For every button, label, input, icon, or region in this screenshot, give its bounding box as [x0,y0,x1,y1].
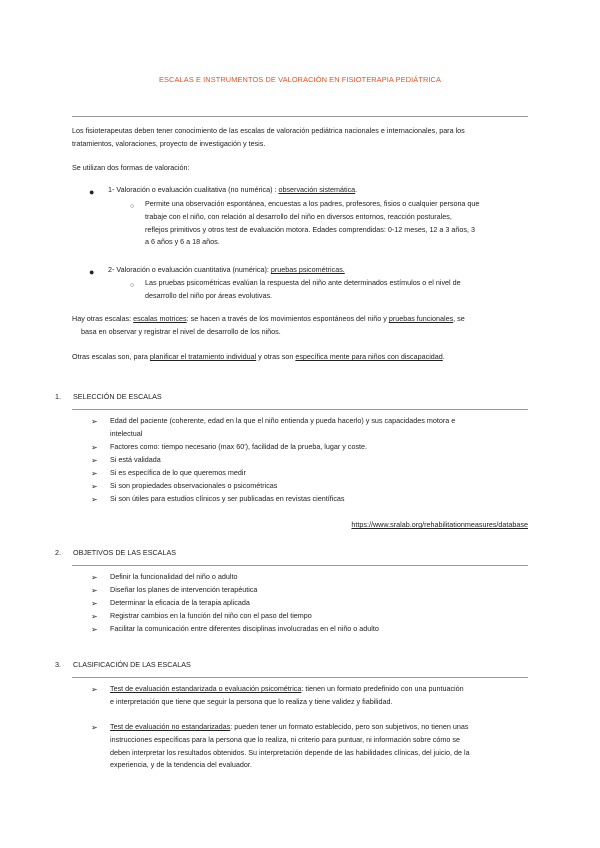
document-title: ESCALAS E INSTRUMENTOS DE VALORACIÓN EN FISIOTERAPIA PEDIÁTRICA [159,75,441,84]
form-1-heading: 1- Valoración o evaluación cualitativa (no numérica) : observación sistemática. [108,185,358,194]
arrow-bullet-icon: ➢ [91,495,98,504]
sub-bullet-icon: ○ [130,203,135,210]
list-item: Definir la funcionalidad del niño o adulto [110,572,238,581]
divider [72,677,528,678]
arrow-bullet-icon: ➢ [91,482,98,491]
bullet-icon: ● [89,187,95,197]
list-item: Test de evaluación estandarizada o evaluación psicométrica: tienen un formato predefinido con una puntuación e interpretación que tiene que seguir la persona que lo realiza y tiene validez y fiabilidad. [110,684,464,706]
forms-intro: Se utilizan dos formas de valoración: [72,163,190,172]
section-3-title: 3. CLASIFICACIÓN DE LAS ESCALAS [55,660,191,669]
list-item: Si es específica de lo que queremos medir [110,468,246,477]
list-item: Edad del paciente (coherente, edad en la que el niño entienda y pueda hacerlo) y sus capacidades motora e intelectual [110,416,456,438]
arrow-bullet-icon: ➢ [91,625,98,634]
list-item: Facilitar la comunicación entre diferentes disciplinas involucradas en el niño o adulto [110,624,379,633]
sub-bullet-icon: ○ [130,282,135,289]
arrow-bullet-icon: ➢ [91,469,98,478]
arrow-bullet-icon: ➢ [91,443,98,452]
list-item: Factores como: tiempo necesario (max 60'), facilidad de la prueba, lugar y coste. [110,442,368,451]
intro-line-1: Los fisioterapeutas deben tener conocimiento de las escalas de valoración pediátrica nacionales e internacionales, para los [72,126,465,135]
list-item: Determinar la eficacia de la terapia aplicada [110,598,250,607]
form-2-description: Las pruebas psicométricas evalúan la respuesta del niño ante determinados estímulos o el nivel de desarrollo del niño por áreas evolutivas. [145,278,461,300]
divider [72,409,528,410]
arrow-bullet-icon: ➢ [91,586,98,595]
divider [72,565,528,566]
arrow-bullet-icon: ➢ [91,685,98,694]
list-item: Si son útiles para estudios clínicos y ser publicadas en revistas científicas [110,494,345,503]
list-item: Si está validada [110,455,161,464]
list-item: Diseñar los planes de intervención terapéutica [110,585,258,594]
list-item: Registrar cambios en la función del niño con el paso del tiempo [110,611,312,620]
arrow-bullet-icon: ➢ [91,599,98,608]
section-2-title: 2. OBJETIVOS DE LAS ESCALAS [55,548,177,557]
form-1-description: Permite una observación espontánea, encuestas a los padres, profesores, fisios o cualquier persona que trabaje con el niño, con relación al desarrollo del niño en diversos entornos, reacción posturales, reflejos primitivos y otros test de evaluación motora. Edades comprendidas: 0-12 meses, 12 a 3 años, 3 a 6 años y 6 a 18 años. [145,199,480,247]
database-link[interactable]: https://www.sralab.org/rehabilitationmeasures/database [351,520,528,529]
arrow-bullet-icon: ➢ [91,573,98,582]
arrow-bullet-icon: ➢ [91,417,98,426]
bullet-icon: ● [89,267,95,277]
arrow-bullet-icon: ➢ [91,723,98,732]
list-item: Si son propiedades observacionales o psicométricas [110,481,278,490]
scales-paragraph: Hay otras escalas: escalas motrices: se hacen a través de los movimientos espontáneos del niño y pruebas funcionales, se basa en observar y registrar el nivel de desarrollo de los niños. [72,314,465,336]
divider [72,116,528,117]
arrow-bullet-icon: ➢ [91,612,98,621]
section-1-title: 1. SELECCIÓN DE ESCALAS [55,392,162,401]
arrow-bullet-icon: ➢ [91,456,98,465]
list-item: Test de evaluación no estandarizadas: pueden tener un formato establecido, pero son subjetivos, no tienen unas instrucciones específicas para la persona que lo realiza, ni criterio para puntuar, ni información sobre cómo se deben interpretar los resultados obtenidos. Su interpretación depende de las habilidades clínicas, del juicio, de la experiencia, y de la tendencia del evaluador. [110,722,470,770]
intro-paragraph [72,125,530,151]
intro-line-2: tratamientos, valoraciones, proyecto de investigación y tesis. [72,138,266,148]
other-scales-paragraph: Otras escalas son, para planificar el tratamiento individual y otras son específica mente para niños con discapacidad. [72,352,445,361]
form-2-heading: 2- Valoración o evaluación cuantitativa (numérica): pruebas psicométricas. [108,265,345,274]
